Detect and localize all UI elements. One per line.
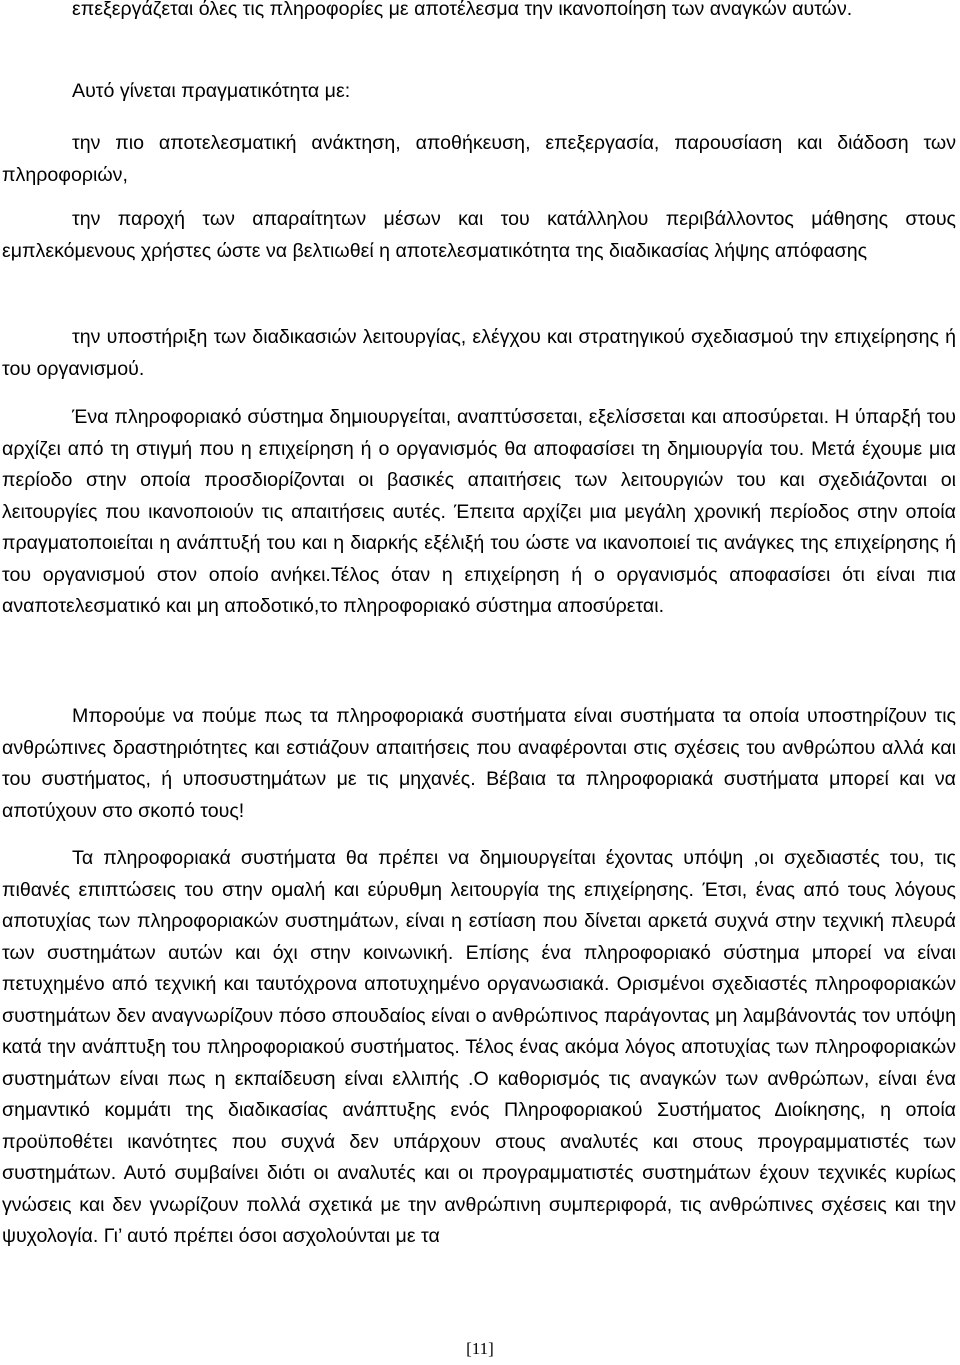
paragraph-intro: Αυτό γίνεται πραγματικότητα με: <box>72 80 351 102</box>
list-item-retrieval: την πιο αποτελεσματική ανάκτηση, αποθήκευση, επεξεργασία, παρουσίαση και διάδοση των πληροφοριών, <box>2 132 956 186</box>
list-item-support: την υποστήριξη των διαδικασιών λειτουργίας, ελέγχου και στρατηγικού σχεδιασμού την επιχείρησης ή του οργανισμού. <box>2 326 956 380</box>
paragraph-continuation: επεξεργάζεται όλες τις πληροφορίες με αποτέλεσμα την ικανοποίηση των αναγκών αυτών. <box>72 0 853 20</box>
page-number: [11] <box>466 1339 494 1358</box>
paragraph-lifecycle: Ένα πληροφοριακό σύστημα δημιουργείται, αναπτύσσεται, εξελίσσεται και αποσύρεται. Η ύπαρξή του αρχίζει από τη στιγμή που η επιχείρηση ή ο οργανισμός θα αποφασίσει τη δημιουργία του. Μετά έχουμε μια περίοδο στην οποία προσδιορίζονται οι βασικές απαιτήσεις των λειτουργιών του και σχεδιάζονται οι λειτουργίες που ικανοποιούν τις απαιτήσεις αυτές. Έπειτα αρχίζει μια μεγάλη χρονική περίοδος στην οποία πραγματοποιείται η ανάπτυξή του και η διαρκής εξέλιξή του ώστε να ικανοποιεί τις ανάγκες της επιχείρησης ή του οργανισμού στον οποίο ανήκει.Τέλος όταν η επιχείρηση ή ο οργανισμός αποφασίσει ότι είναι πια αναποτελεσματικό και μη αποδοτικό,το πληροφοριακό σύστημα αποσύρεται. <box>2 406 956 617</box>
paragraph-failure-reasons: Τα πληροφοριακά συστήματα θα πρέπει να δημιουργείται έχοντας υπόψη ,οι σχεδιαστές του, τις πιθανές επιπτώσεις του στην ομαλή και εύρυθμη λειτουργία της επιχείρησης. Έτσι, ένας από τους λόγους αποτυχίας των πληροφοριακών συστημάτων, είναι η εστίαση που δίνεται αρκετά συχνά στην τεχνική πλευρά των συστημάτων αυτών και όχι στην κοινωνική. Επίσης ένα πληροφοριακό σύστημα μπορεί να είναι πετυχημένο από τεχνική και ταυτόχρονα αποτυχημένο οργανωσιακά. Ορισμένοι σχεδιαστές πληροφοριακών συστημάτων δεν αναγνωρίζουν πόσο σπουδαίος είναι ο ανθρώπινος παράγοντας μη λαμβάνοντάς τον υπόψη κατά την ανάπτυξη του πληροφοριακού συστήματος. Τέλος ένας ακόμα λόγος αποτυχίας των πληροφοριακών συστημάτων είναι πως η εκπαίδευση είναι ελλιπής .Ο καθορισμός τις αναγκών των ανθρώπων, είναι ένα σημαντικό κομμάτι της διαδικασίας ανάπτυξης ενός Πληροφοριακού Συστήματος Διοίκησης, η οποία προϋποθέτει ικανότητες που συχνά δεν υπάρχουν στους αναλυτές και στους προγραμματιστές των συστημάτων. Αυτό συμβαίνει διότι οι αναλυτές και οι προγραμματιστές συστημάτων έχουν τεχνικές κυρίως γνώσεις και δεν γνωρίζουν πολλά σχετικά με την ανθρώπινη συμπεριφορά, τις ανθρώπινες σχέσεις και την ψυχολογία. Γι’ αυτό πρέπει όσοι ασχολούνται με τα <box>2 847 956 1247</box>
paragraph-human-activities: Μπορούμε να πούμε πως τα πληροφοριακά συστήματα είναι συστήματα τα οποία υποστηρίζουν τις ανθρώπινες δραστηριότητες και εστιάζουν απαιτήσεις που αναφέρονται στις σχέσεις του ανθρώπου αλλά και του συστήματος, ή υποσυστημάτων με τις μηχανές. Βέβαια τα πληροφοριακά συστήματα μπορεί και να αποτύχουν στο σκοπό τους! <box>2 705 956 822</box>
list-item-learning-environment: την παροχή των απαραίτητων μέσων και του κατάλληλου περιβάλλοντος μάθησης στους εμπλεκόμενους χρήστες ώστε να βελτιωθεί η αποτελεσματικότητα της διαδικασίας λήψης απόφασης <box>2 208 956 262</box>
